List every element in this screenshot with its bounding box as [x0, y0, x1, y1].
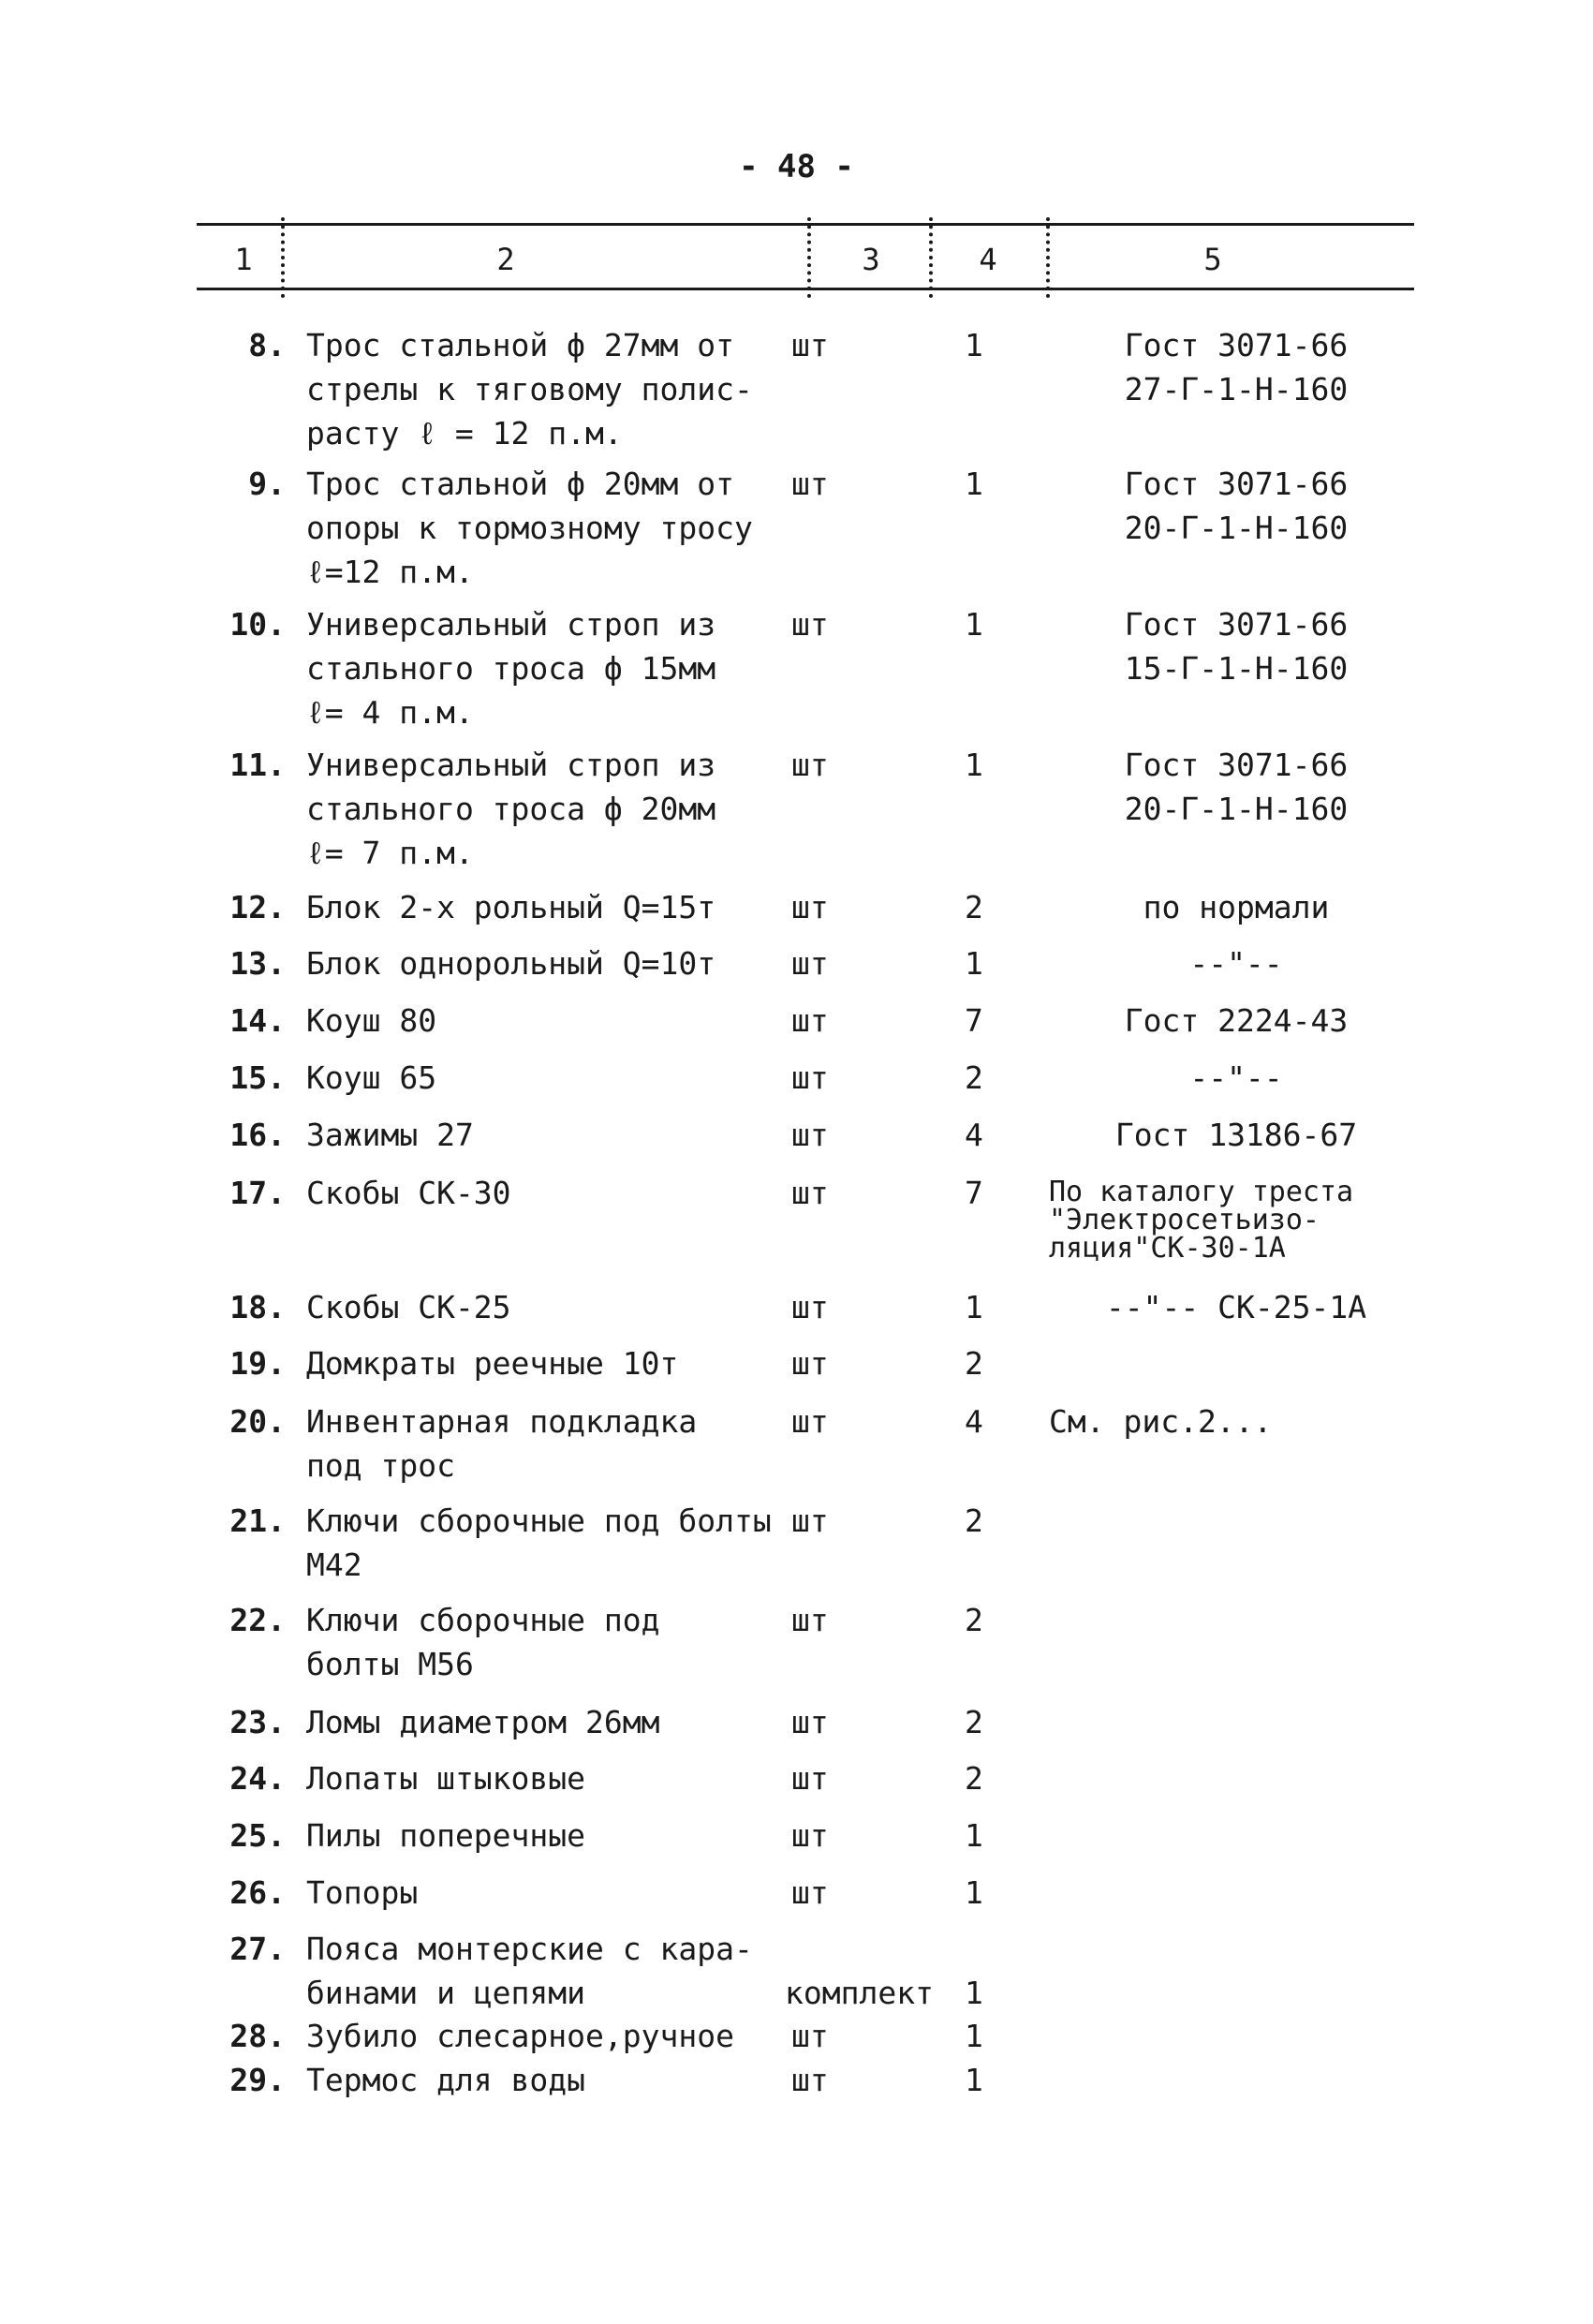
item-name: Пилы поперечные [306, 1817, 586, 1854]
item-unit: шт [791, 1602, 829, 1638]
row-number: 20. [229, 1403, 286, 1440]
item-quantity: 2 [965, 1059, 983, 1096]
item-quantity: 1 [965, 1874, 983, 1911]
item-name: Трос стальной ф 20мм от опоры к тормозному тросу ℓ=12 п.м. [306, 466, 753, 590]
item-name: Ключи сборочные под болты М56 [306, 1602, 660, 1682]
page-number: - 48 - [739, 148, 854, 185]
item-quantity: 4 [965, 1403, 983, 1440]
item-unit: шт [791, 1117, 829, 1153]
item-quantity: 7 [965, 1175, 983, 1211]
item-reference: По каталогу треста "Электросетьизо- ляция"СК-30-1А [1049, 1176, 1354, 1265]
row-number: 23. [229, 1704, 286, 1740]
item-quantity: 1 [965, 466, 983, 502]
row-number: 11. [229, 747, 286, 783]
item-reference: Гост 3071-66 20-Г-1-Н-160 [1124, 747, 1349, 827]
item-unit: шт [791, 1874, 829, 1911]
row-number: 12. [229, 889, 286, 925]
item-name: Коуш 80 [306, 1002, 437, 1039]
item-name: Блок 2-х рольный Q=15т [306, 889, 716, 925]
item-quantity: 1 [965, 1817, 983, 1854]
row-number: 16. [229, 1117, 286, 1153]
column-header-3: 3 [862, 242, 880, 277]
item-unit: шт [791, 1059, 829, 1096]
item-name: Коуш 65 [306, 1059, 437, 1096]
item-unit: шт [791, 466, 829, 502]
row-number: 13. [229, 945, 286, 982]
item-quantity: 2 [965, 1602, 983, 1638]
item-name: Домкраты реечные 10т [306, 1345, 679, 1382]
item-name: Трос стальной ф 27мм от стрелы к тяговому полис- pасту ℓ = 12 п.м. [306, 327, 753, 451]
item-name: Лопаты штыковые [306, 1760, 586, 1797]
item-reference: по нормали [1143, 889, 1330, 925]
item-unit: шт [791, 2018, 829, 2054]
item-quantity: 1 [965, 2018, 983, 2054]
item-unit: шт [791, 889, 829, 925]
item-name: Пояса монтерские с кара- бинами и цепями [306, 1931, 753, 2011]
item-unit: шт [791, 1289, 829, 1325]
item-name: Блок однорольный Q=10т [306, 945, 716, 982]
row-number: 19. [229, 1345, 286, 1382]
item-unit: комплект [785, 1975, 934, 2011]
row-number: 17. [229, 1175, 286, 1211]
row-number: 22. [229, 1602, 286, 1638]
item-reference: --"-- [1189, 945, 1283, 982]
item-reference: Гост 2224-43 [1124, 1002, 1349, 1039]
row-number: 26. [229, 1874, 286, 1911]
row-number: 15. [229, 1059, 286, 1096]
row-number: 25. [229, 1817, 286, 1854]
item-quantity: 1 [965, 1289, 983, 1325]
item-reference: --"-- [1189, 1059, 1283, 1096]
item-reference: Гост 3071-66 15-Г-1-Н-160 [1124, 606, 1349, 687]
item-name: Термос для воды [306, 2062, 586, 2098]
item-reference: --"-- СК-25-1А [1105, 1289, 1367, 1325]
table-header-top-rule [197, 223, 1414, 226]
item-unit: шт [791, 1002, 829, 1039]
item-name: Зажимы 27 [306, 1117, 474, 1153]
row-number: 10. [229, 606, 286, 643]
item-unit: шт [791, 1817, 829, 1854]
item-unit: шт [791, 1403, 829, 1440]
row-number: 18. [229, 1289, 286, 1325]
row-number: 28. [229, 2018, 286, 2054]
column-separator [1046, 217, 1050, 298]
row-number: 14. [229, 1002, 286, 1039]
row-number: 24. [229, 1760, 286, 1797]
item-name: Ломы диаметром 26мм [306, 1704, 660, 1740]
item-quantity: 2 [965, 1760, 983, 1797]
column-separator [929, 217, 933, 298]
item-unit: шт [791, 1345, 829, 1382]
item-unit: шт [791, 327, 829, 363]
item-unit: шт [791, 1175, 829, 1211]
item-unit: шт [791, 1502, 829, 1539]
item-reference: См. рис.2... [1049, 1403, 1273, 1440]
column-header-4: 4 [979, 242, 997, 277]
column-header-2: 2 [496, 242, 515, 277]
table-header-bottom-rule [197, 288, 1414, 290]
item-name: Зубило слесарное,ручное [306, 2018, 734, 2054]
item-quantity: 1 [965, 747, 983, 783]
row-number: 8. [248, 327, 286, 363]
item-quantity: 1 [965, 606, 983, 643]
item-quantity: 4 [965, 1117, 983, 1153]
column-separator [281, 217, 285, 298]
item-reference: Гост 3071-66 20-Г-1-Н-160 [1124, 466, 1349, 546]
item-reference: Гост 3071-66 27-Г-1-Н-160 [1124, 327, 1349, 407]
item-name: Топоры [306, 1874, 419, 1911]
item-name: Скобы СК-30 [306, 1175, 511, 1211]
item-quantity: 7 [965, 1002, 983, 1039]
item-unit: шт [791, 1704, 829, 1740]
item-name: Универсальный строп из стального троса ф 15мм ℓ= 4 п.м. [306, 606, 716, 731]
item-quantity: 2 [965, 889, 983, 925]
row-number: 9. [248, 466, 286, 502]
column-header-1: 1 [234, 242, 253, 277]
item-name: Ключи сборочные под болты М42 [306, 1502, 772, 1583]
column-header-5: 5 [1203, 242, 1222, 277]
item-quantity: 1 [965, 2062, 983, 2098]
item-unit: шт [791, 2062, 829, 2098]
item-name: Инвентарная подкладка под трос [306, 1403, 698, 1484]
item-unit: шт [791, 747, 829, 783]
item-quantity: 1 [965, 327, 983, 363]
item-unit: шт [791, 606, 829, 643]
item-reference: Гост 13186-67 [1114, 1117, 1358, 1153]
item-quantity: 2 [965, 1345, 983, 1382]
row-number: 29. [229, 2062, 286, 2098]
item-unit: шт [791, 945, 829, 982]
item-unit: шт [791, 1760, 829, 1797]
item-quantity: 2 [965, 1502, 983, 1539]
column-separator [807, 217, 811, 298]
item-quantity: 2 [965, 1704, 983, 1740]
item-name: Скобы СК-25 [306, 1289, 511, 1325]
row-number: 27. [229, 1931, 286, 1967]
item-quantity: 1 [965, 1975, 983, 2011]
item-quantity: 1 [965, 945, 983, 982]
item-name: Универсальный строп из стального троса ф 20мм ℓ= 7 п.м. [306, 747, 716, 871]
row-number: 21. [229, 1502, 286, 1539]
